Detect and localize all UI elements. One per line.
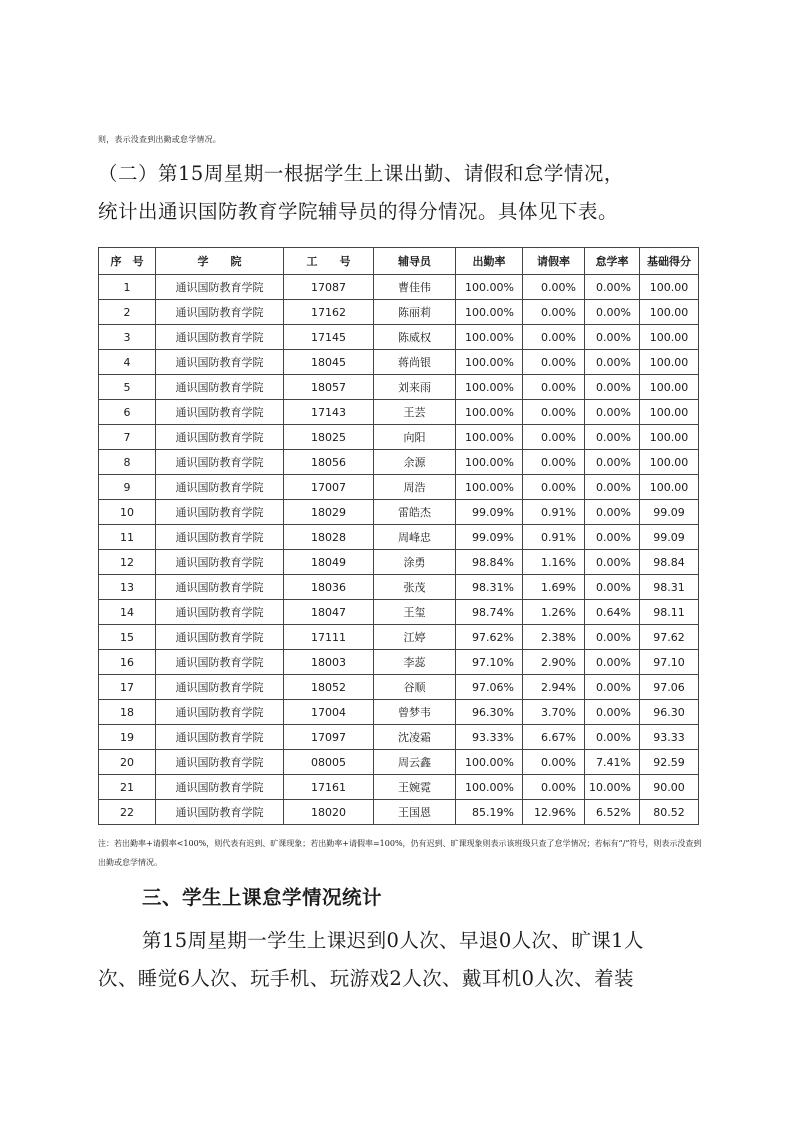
row-index-cell: 17 [99,675,156,700]
college-cell: 通识国防教育学院 [156,800,284,825]
truancy-rate-cell: 0.00% [585,450,640,475]
table-row [99,750,699,775]
row-index-cell: 4 [99,350,156,375]
table-note: 注：若出勤率+请假率<100%，则代表有迟到、旷课现象；若出勤率+请假率=100%，仍有迟到、旷课现象则表示该班级只查了怠学情况；若标有“/”符号，则表示没查到出勤或怠学情况。 [98,839,702,867]
leave-rate-cell: 0.00% [523,375,585,400]
leave-rate-cell: 0.00% [523,325,585,350]
staff-id-cell: 18036 [284,575,374,600]
row-index-cell: 20 [99,750,156,775]
header-cell: 学 院 [156,248,284,275]
counselor-cell: 王国恩 [374,800,456,825]
row-index-cell: 8 [99,450,156,475]
score-cell: 93.33 [640,725,699,750]
paragraph-line-1: （二）第15周星期一根据学生上课出勤、请假和怠学情况， [98,162,624,185]
college-cell: 通识国防教育学院 [156,600,284,625]
score-cell: 100.00 [640,400,699,425]
leave-rate-cell: 1.69% [523,575,585,600]
attendance-rate-cell: 93.33% [456,725,523,750]
college-cell: 通识国防教育学院 [156,575,284,600]
attendance-rate-cell: 99.09% [456,525,523,550]
table-row [99,450,699,475]
score-cell: 100.00 [640,475,699,500]
table-row [99,650,699,675]
paragraph-line-2: 统计出通识国防教育学院辅导员的得分情况。具体见下表。 [98,200,619,223]
truancy-rate-cell: 0.00% [585,475,640,500]
attendance-rate-cell: 100.00% [456,350,523,375]
attendance-rate-cell: 100.00% [456,425,523,450]
header-cell: 请假率 [523,248,585,275]
leave-rate-cell: 2.90% [523,650,585,675]
attendance-rate-cell: 100.00% [456,375,523,400]
staff-id-cell: 17143 [284,400,374,425]
truancy-rate-cell: 0.00% [585,525,640,550]
college-cell: 通识国防教育学院 [156,525,284,550]
leave-rate-cell: 0.00% [523,450,585,475]
header-cell: 工 号 [284,248,374,275]
truancy-rate-cell: 0.00% [585,550,640,575]
truancy-rate-cell: 0.00% [585,500,640,525]
row-index-cell: 21 [99,775,156,800]
score-cell: 96.30 [640,700,699,725]
table-row [99,775,699,800]
section-paragraph-line-2: 次、睡觉6人次、玩手机、玩游戏2人次、戴耳机0人次、着装 [98,967,634,990]
table-row [99,575,699,600]
row-index-cell: 11 [99,525,156,550]
section-paragraph-line-1: 第15周星期一学生上课迟到0人次、早退0人次、旷课1人 [142,929,644,952]
leave-rate-cell: 1.16% [523,550,585,575]
truancy-rate-cell: 0.00% [585,400,640,425]
college-cell: 通识国防教育学院 [156,275,284,300]
score-cell: 99.09 [640,525,699,550]
attendance-rate-cell: 100.00% [456,275,523,300]
attendance-rate-cell: 97.06% [456,675,523,700]
counselor-cell: 蒋尚银 [374,350,456,375]
table-row [99,350,699,375]
row-index-cell: 5 [99,375,156,400]
row-index-cell: 19 [99,725,156,750]
staff-id-cell: 17111 [284,625,374,650]
staff-id-cell: 08005 [284,750,374,775]
section-heading: 三、学生上课怠学情况统计 [142,886,383,909]
row-index-cell: 22 [99,800,156,825]
counselor-cell: 曾梦韦 [374,700,456,725]
row-index-cell: 16 [99,650,156,675]
staff-id-cell: 17097 [284,725,374,750]
truancy-rate-cell: 0.00% [585,325,640,350]
table-body [99,275,699,825]
header-cell: 出勤率 [456,248,523,275]
row-index-cell: 6 [99,400,156,425]
row-index-cell: 9 [99,475,156,500]
attendance-rate-cell: 100.00% [456,750,523,775]
truancy-rate-cell: 0.00% [585,375,640,400]
staff-id-cell: 17162 [284,300,374,325]
row-index-cell: 2 [99,300,156,325]
leave-rate-cell: 3.70% [523,700,585,725]
counselor-cell: 张茂 [374,575,456,600]
row-index-cell: 1 [99,275,156,300]
header-cell: 序 号 [99,248,156,275]
attendance-rate-cell: 97.62% [456,625,523,650]
staff-id-cell: 18049 [284,550,374,575]
score-cell: 98.11 [640,600,699,625]
staff-id-cell: 17007 [284,475,374,500]
college-cell: 通识国防教育学院 [156,375,284,400]
truancy-rate-cell: 0.00% [585,625,640,650]
table-row [99,600,699,625]
row-index-cell: 12 [99,550,156,575]
table-row [99,800,699,825]
staff-id-cell: 17145 [284,325,374,350]
counselor-cell: 余源 [374,450,456,475]
staff-id-cell: 18025 [284,425,374,450]
table-row [99,675,699,700]
counselor-cell: 李蕊 [374,650,456,675]
table-row [99,550,699,575]
table-row [99,725,699,750]
truancy-rate-cell: 0.00% [585,675,640,700]
score-cell: 90.00 [640,775,699,800]
score-cell: 100.00 [640,425,699,450]
table-row [99,475,699,500]
college-cell: 通识国防教育学院 [156,625,284,650]
attendance-rate-cell: 98.74% [456,600,523,625]
table-header-row [99,248,699,275]
score-cell: 100.00 [640,450,699,475]
counselor-cell: 谷顺 [374,675,456,700]
score-table [98,247,699,825]
table-row [99,525,699,550]
row-index-cell: 15 [99,625,156,650]
score-cell: 100.00 [640,325,699,350]
truancy-rate-cell: 0.00% [585,425,640,450]
leave-rate-cell: 0.00% [523,275,585,300]
counselor-cell: 陈威权 [374,325,456,350]
table-row [99,300,699,325]
row-index-cell: 10 [99,500,156,525]
leave-rate-cell: 0.91% [523,500,585,525]
score-cell: 97.06 [640,675,699,700]
leave-rate-cell: 0.00% [523,400,585,425]
attendance-rate-cell: 100.00% [456,325,523,350]
row-index-cell: 7 [99,425,156,450]
score-cell: 100.00 [640,350,699,375]
college-cell: 通识国防教育学院 [156,550,284,575]
top-note: 则，表示没查到出勤或怠学情况。 [98,135,221,144]
staff-id-cell: 18045 [284,350,374,375]
leave-rate-cell: 0.00% [523,750,585,775]
counselor-cell: 周云鑫 [374,750,456,775]
truancy-rate-cell: 6.52% [585,800,640,825]
score-cell: 97.62 [640,625,699,650]
attendance-rate-cell: 100.00% [456,775,523,800]
attendance-rate-cell: 97.10% [456,650,523,675]
row-index-cell: 3 [99,325,156,350]
college-cell: 通识国防教育学院 [156,475,284,500]
staff-id-cell: 17087 [284,275,374,300]
truancy-rate-cell: 0.64% [585,600,640,625]
college-cell: 通识国防教育学院 [156,500,284,525]
leave-rate-cell: 0.00% [523,300,585,325]
college-cell: 通识国防教育学院 [156,300,284,325]
truancy-rate-cell: 0.00% [585,300,640,325]
college-cell: 通识国防教育学院 [156,700,284,725]
attendance-rate-cell: 100.00% [456,450,523,475]
row-index-cell: 14 [99,600,156,625]
staff-id-cell: 18056 [284,450,374,475]
attendance-rate-cell: 98.84% [456,550,523,575]
counselor-cell: 陈丽莉 [374,300,456,325]
counselor-cell: 王玺 [374,600,456,625]
truancy-rate-cell: 10.00% [585,775,640,800]
attendance-rate-cell: 99.09% [456,500,523,525]
leave-rate-cell: 6.67% [523,725,585,750]
staff-id-cell: 18057 [284,375,374,400]
table-row [99,425,699,450]
counselor-cell: 刘来雨 [374,375,456,400]
table-row [99,625,699,650]
attendance-rate-cell: 85.19% [456,800,523,825]
leave-rate-cell: 0.00% [523,350,585,375]
score-cell: 100.00 [640,300,699,325]
table-row [99,400,699,425]
leave-rate-cell: 2.94% [523,675,585,700]
truancy-rate-cell: 0.00% [585,275,640,300]
header-cell: 辅导员 [374,248,456,275]
college-cell: 通识国防教育学院 [156,775,284,800]
college-cell: 通识国防教育学院 [156,725,284,750]
leave-rate-cell: 0.00% [523,425,585,450]
header-cell: 怠学率 [585,248,640,275]
table-row [99,325,699,350]
staff-id-cell: 18029 [284,500,374,525]
counselor-cell: 王芸 [374,400,456,425]
table-row [99,275,699,300]
college-cell: 通识国防教育学院 [156,325,284,350]
counselor-cell: 江婷 [374,625,456,650]
attendance-rate-cell: 100.00% [456,300,523,325]
score-cell: 80.52 [640,800,699,825]
staff-id-cell: 17004 [284,700,374,725]
leave-rate-cell: 1.26% [523,600,585,625]
row-index-cell: 13 [99,575,156,600]
staff-id-cell: 18047 [284,600,374,625]
attendance-rate-cell: 100.00% [456,475,523,500]
truancy-rate-cell: 7.41% [585,750,640,775]
leave-rate-cell: 12.96% [523,800,585,825]
table-row [99,375,699,400]
row-index-cell: 18 [99,700,156,725]
counselor-cell: 涂勇 [374,550,456,575]
leave-rate-cell: 0.00% [523,475,585,500]
table-row [99,700,699,725]
attendance-rate-cell: 100.00% [456,400,523,425]
counselor-cell: 沈凌霜 [374,725,456,750]
table-row [99,500,699,525]
leave-rate-cell: 2.38% [523,625,585,650]
counselor-cell: 曹佳伟 [374,275,456,300]
score-cell: 97.10 [640,650,699,675]
score-cell: 99.09 [640,500,699,525]
counselor-cell: 王婉霓 [374,775,456,800]
staff-id-cell: 18003 [284,650,374,675]
leave-rate-cell: 0.91% [523,525,585,550]
truancy-rate-cell: 0.00% [585,575,640,600]
staff-id-cell: 17161 [284,775,374,800]
college-cell: 通识国防教育学院 [156,650,284,675]
college-cell: 通识国防教育学院 [156,400,284,425]
college-cell: 通识国防教育学院 [156,750,284,775]
staff-id-cell: 18020 [284,800,374,825]
score-cell: 100.00 [640,275,699,300]
truancy-rate-cell: 0.00% [585,350,640,375]
college-cell: 通识国防教育学院 [156,450,284,475]
truancy-rate-cell: 0.00% [585,700,640,725]
counselor-cell: 周峰忠 [374,525,456,550]
counselor-cell: 向阳 [374,425,456,450]
score-cell: 98.84 [640,550,699,575]
attendance-rate-cell: 96.30% [456,700,523,725]
score-cell: 100.00 [640,375,699,400]
leave-rate-cell: 0.00% [523,775,585,800]
counselor-cell: 周浩 [374,475,456,500]
score-cell: 98.31 [640,575,699,600]
truancy-rate-cell: 0.00% [585,650,640,675]
staff-id-cell: 18028 [284,525,374,550]
college-cell: 通识国防教育学院 [156,425,284,450]
staff-id-cell: 18052 [284,675,374,700]
header-cell: 基础得分 [640,248,699,275]
counselor-cell: 雷皓杰 [374,500,456,525]
attendance-rate-cell: 98.31% [456,575,523,600]
college-cell: 通识国防教育学院 [156,675,284,700]
score-cell: 92.59 [640,750,699,775]
truancy-rate-cell: 0.00% [585,725,640,750]
college-cell: 通识国防教育学院 [156,350,284,375]
